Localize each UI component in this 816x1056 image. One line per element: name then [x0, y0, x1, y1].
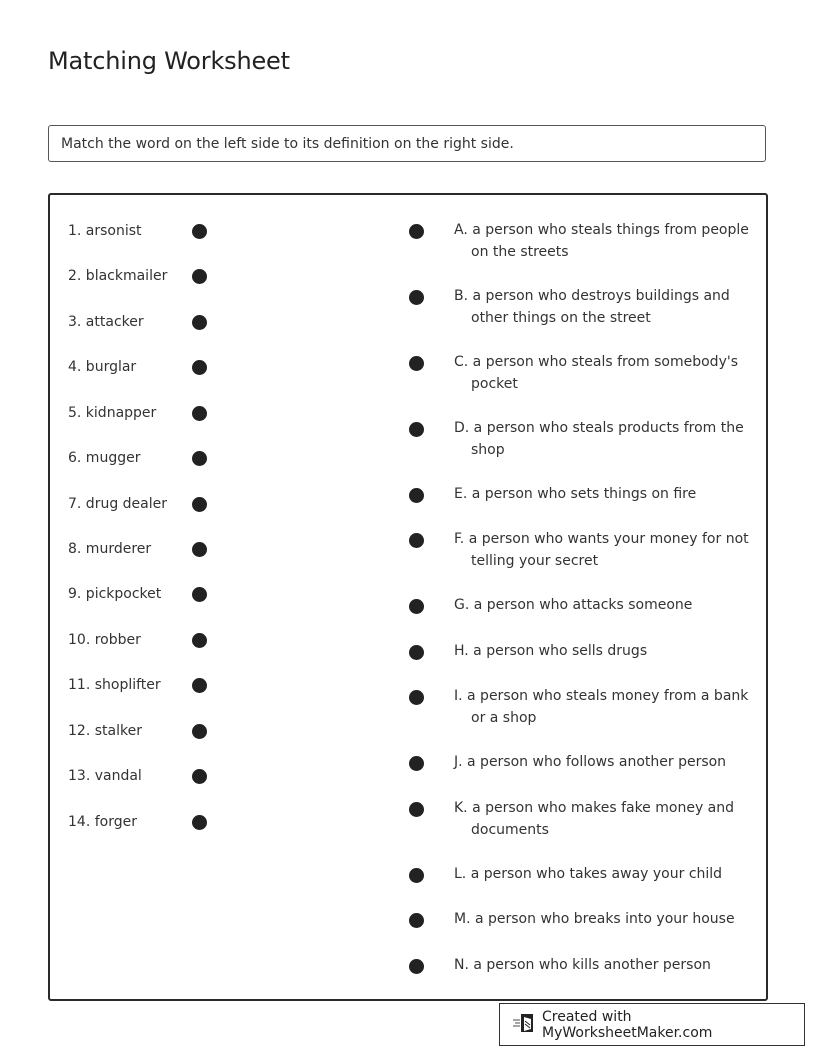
match-dot-right[interactable] — [409, 422, 424, 437]
match-dot-right[interactable] — [409, 802, 424, 817]
definition-item: A. a person who steals things from people on the streets — [454, 222, 749, 260]
definition-item: I. a person who steals money from a bank or a shop — [454, 688, 749, 726]
footer-text: Created with MyWorksheetMaker.com — [542, 1008, 713, 1041]
match-dot-left[interactable] — [192, 406, 207, 421]
match-dot-right[interactable] — [409, 290, 424, 305]
word-item: 12. stalker — [68, 723, 142, 739]
word-item: 7. drug dealer — [68, 496, 167, 512]
definition-item: L. a person who takes away your child — [454, 866, 723, 882]
match-dot-left[interactable] — [192, 269, 207, 284]
match-dot-right[interactable] — [409, 224, 424, 239]
match-dot-left[interactable] — [192, 633, 207, 648]
match-dot-left[interactable] — [192, 769, 207, 784]
word-item: 1. arsonist — [68, 223, 142, 239]
match-dot-left[interactable] — [192, 360, 207, 375]
matching-panel — [48, 193, 768, 1001]
match-dot-left[interactable] — [192, 451, 207, 466]
word-item: 3. attacker — [68, 314, 144, 330]
definition-item: C. a person who steals from somebody's pocket — [454, 354, 738, 392]
match-dot-right[interactable] — [409, 868, 424, 883]
word-item: 5. kidnapper — [68, 405, 157, 421]
match-dot-left[interactable] — [192, 224, 207, 239]
word-item: 14. forger — [68, 814, 137, 830]
match-dot-right[interactable] — [409, 756, 424, 771]
word-item: 9. pickpocket — [68, 586, 162, 602]
word-item: 4. burglar — [68, 359, 137, 375]
definition-item: B. a person who destroys buildings and other things on the street — [454, 288, 730, 326]
word-item: 6. mugger — [68, 450, 141, 466]
instructions-box: Match the word on the left side to its definition on the right side. — [48, 125, 766, 162]
match-dot-right[interactable] — [409, 488, 424, 503]
word-item: 13. vandal — [68, 768, 142, 784]
definition-item: G. a person who attacks someone — [454, 597, 693, 613]
definition-item: H. a person who sells drugs — [454, 643, 648, 659]
match-dot-right[interactable] — [409, 533, 424, 548]
definition-item: F. a person who wants your money for not telling your secret — [454, 531, 749, 569]
match-dot-right[interactable] — [409, 959, 424, 974]
match-dot-right[interactable] — [409, 690, 424, 705]
definition-item: N. a person who kills another person — [454, 957, 711, 973]
match-dot-left[interactable] — [192, 724, 207, 739]
match-dot-right[interactable] — [409, 913, 424, 928]
word-item: 2. blackmailer — [68, 268, 168, 284]
definition-item: D. a person who steals products from the shop — [454, 420, 744, 458]
match-dot-left[interactable] — [192, 587, 207, 602]
word-item: 10. robber — [68, 632, 141, 648]
match-dot-left[interactable] — [192, 542, 207, 557]
page-title: Matching Worksheet — [48, 47, 290, 75]
definition-item: K. a person who makes fake money and documents — [454, 800, 735, 838]
definition-item: J. a person who follows another person — [454, 754, 727, 770]
match-dot-right[interactable] — [409, 356, 424, 371]
match-dot-left[interactable] — [192, 678, 207, 693]
match-dot-right[interactable] — [409, 645, 424, 660]
match-dot-left[interactable] — [192, 497, 207, 512]
match-dot-left[interactable] — [192, 315, 207, 330]
word-item: 8. murderer — [68, 541, 152, 557]
match-dot-left[interactable] — [192, 815, 207, 830]
definition-item: M. a person who breaks into your house — [454, 911, 735, 927]
worksheet-logo-icon — [512, 1012, 542, 1038]
match-dot-right[interactable] — [409, 599, 424, 614]
word-item: 11. shoplifter — [68, 677, 161, 693]
footer-credit[interactable] — [499, 1003, 805, 1046]
definition-item: E. a person who sets things on fire — [454, 486, 697, 502]
